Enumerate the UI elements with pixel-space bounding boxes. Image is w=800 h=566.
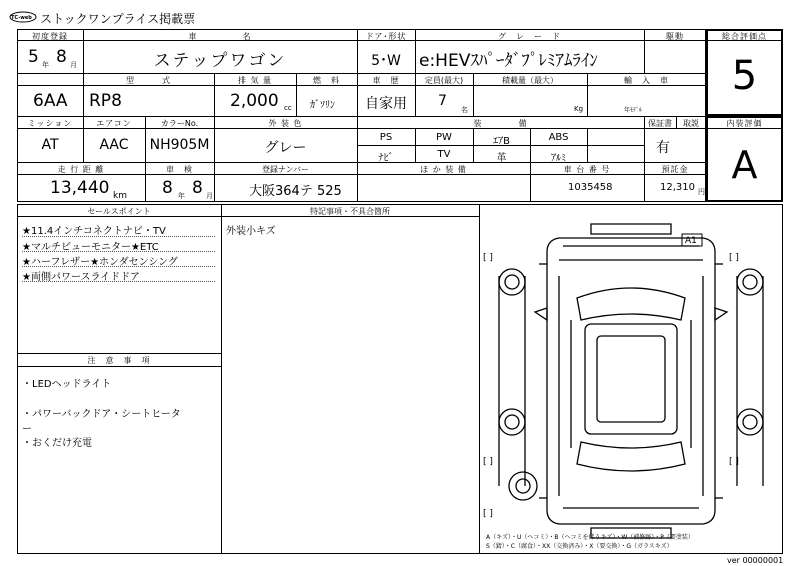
history: 自家用 bbox=[365, 96, 407, 112]
label-warranty: 保証書 bbox=[648, 119, 672, 128]
equip-airbag: ｴｱB bbox=[493, 136, 510, 147]
sales-point: ★ハーフレザー★ホンダセンシング bbox=[22, 257, 178, 268]
plate: 大阪364テ 525 bbox=[249, 184, 342, 199]
model: RP8 bbox=[89, 91, 122, 111]
sales-point: ★11.4インチコネクトナビ・TV bbox=[22, 226, 166, 237]
insp-year: 8 bbox=[162, 178, 173, 198]
caution-item: ・パワーバックドア・シートヒータ bbox=[22, 409, 181, 420]
label-equipment: 装 備 bbox=[473, 119, 528, 128]
label-plate: 登録ナンバー bbox=[261, 165, 310, 174]
label-load: 積載量（最大） bbox=[502, 76, 558, 85]
label-manual: 取説 bbox=[683, 119, 699, 128]
label-recycle: 預託金 bbox=[661, 165, 689, 174]
sales-point: ★マルチビューモニター★ETC bbox=[22, 242, 159, 253]
equip-leather: 革 bbox=[496, 153, 507, 164]
car-outline-diagram bbox=[479, 216, 783, 546]
label-drive: 駆動 bbox=[666, 32, 684, 41]
exterior-color: グレー bbox=[264, 140, 307, 156]
label-sales-points: セールスポイント bbox=[87, 207, 151, 216]
note-item: 外装小キズ bbox=[226, 226, 276, 237]
equip-navi: ﾅﾋﾞ bbox=[378, 153, 394, 164]
label-chassis: 車 台 番 号 bbox=[563, 165, 611, 174]
recycle-fee: 12,310 bbox=[660, 182, 695, 193]
page-title: ストックワンプライス掲載票 bbox=[40, 12, 196, 26]
label-fuel: 燃 料 bbox=[313, 76, 340, 85]
caution-item: ・おくだけ充電 bbox=[22, 438, 92, 449]
bracket: [ ] bbox=[483, 509, 493, 519]
logo-mark bbox=[8, 9, 38, 23]
equip-abs: ABS bbox=[548, 132, 569, 143]
car-name: ステップワゴン bbox=[153, 51, 287, 71]
caution-item: ・LEDヘッドライト bbox=[22, 379, 112, 390]
equip-alloy: ｱﾙﾐ bbox=[551, 153, 566, 164]
aircon: AAC bbox=[99, 137, 129, 153]
sales-point: ★両側パワースライドドア bbox=[22, 272, 140, 283]
reg-year: 5 bbox=[28, 47, 39, 67]
fuel: ｶﾞｿﾘﾝ bbox=[310, 100, 335, 111]
damage-mark: A1 bbox=[685, 236, 697, 246]
mileage: 13,440 bbox=[50, 178, 110, 198]
insp-month: 8 bbox=[192, 178, 203, 198]
capacity: 7 bbox=[438, 93, 447, 109]
equip-tv: TV bbox=[437, 149, 451, 160]
bracket: [ ] bbox=[729, 253, 739, 263]
legend-line-1: A（キズ）・U（ヘコミ）・B（ヘコミを伴うキズ）・W（補修跡）・P（要塗装） bbox=[486, 534, 694, 541]
equip-ps: PS bbox=[379, 132, 393, 143]
model-prefix: 6AA bbox=[33, 91, 68, 111]
label-other-equip: ほ か 装 備 bbox=[420, 165, 467, 174]
logo-text: TC-web bbox=[11, 15, 32, 21]
label-displacement: 排 気 量 bbox=[237, 76, 273, 85]
bracket: [ ] bbox=[483, 253, 493, 263]
interior-score: A bbox=[731, 143, 758, 187]
label-door: ドア･形状 bbox=[365, 32, 407, 41]
label-cautions: 注 意 事 項 bbox=[87, 356, 151, 365]
reg-month: 8 bbox=[56, 47, 67, 67]
legend-line-2: S（錆）・C（腐食）・XX（交換済み）・X（要交換）・G（ガラスキズ） bbox=[486, 543, 673, 550]
label-notes: 特記事項・不具合箇所 bbox=[310, 207, 390, 216]
displacement: 2,000 bbox=[230, 91, 279, 111]
bracket: [ ] bbox=[483, 457, 493, 467]
caution-item: ー bbox=[22, 424, 32, 435]
label-capacity: 定員(最大) bbox=[424, 76, 464, 85]
label-color-no: カラーNo. bbox=[160, 119, 199, 128]
version: ver 00000001 bbox=[727, 556, 784, 565]
chassis-no: 1035458 bbox=[568, 182, 613, 193]
label-import: 輸 入 車 bbox=[624, 76, 669, 85]
logo bbox=[8, 9, 38, 23]
door-shape: 5･W bbox=[371, 53, 401, 69]
overall-score: 5 bbox=[731, 53, 758, 99]
equip-pw: PW bbox=[436, 132, 452, 143]
warranty-value: 有 bbox=[656, 140, 670, 156]
label-inspection: 車 検 bbox=[166, 165, 193, 174]
car-diagram bbox=[479, 216, 783, 546]
label-history: 車 歴 bbox=[372, 76, 400, 85]
label-grade: グ レ ー ド bbox=[498, 32, 561, 41]
label-exterior-color: 外 装 色 bbox=[268, 119, 303, 128]
label-car-name: 車 名 bbox=[188, 32, 252, 41]
label-first-reg: 初度登録 bbox=[32, 32, 68, 41]
bracket: [ ] bbox=[729, 457, 739, 467]
color-no: NH905M bbox=[149, 137, 210, 153]
grade: e:HEVｽﾊﾟｰﾀﾞﾌﾟﾚﾐｱﾑﾗｲﾝ bbox=[419, 51, 598, 71]
label-model: 型 式 bbox=[126, 76, 171, 85]
label-mileage: 走 行 距 離 bbox=[57, 165, 105, 174]
label-aircon: エアコン bbox=[96, 119, 132, 128]
label-overall-grade: 総合評価点 bbox=[722, 32, 767, 41]
label-interior-grade: 内装評価 bbox=[726, 119, 763, 128]
label-mission: ミッション bbox=[27, 119, 73, 128]
mission: AT bbox=[41, 137, 59, 153]
